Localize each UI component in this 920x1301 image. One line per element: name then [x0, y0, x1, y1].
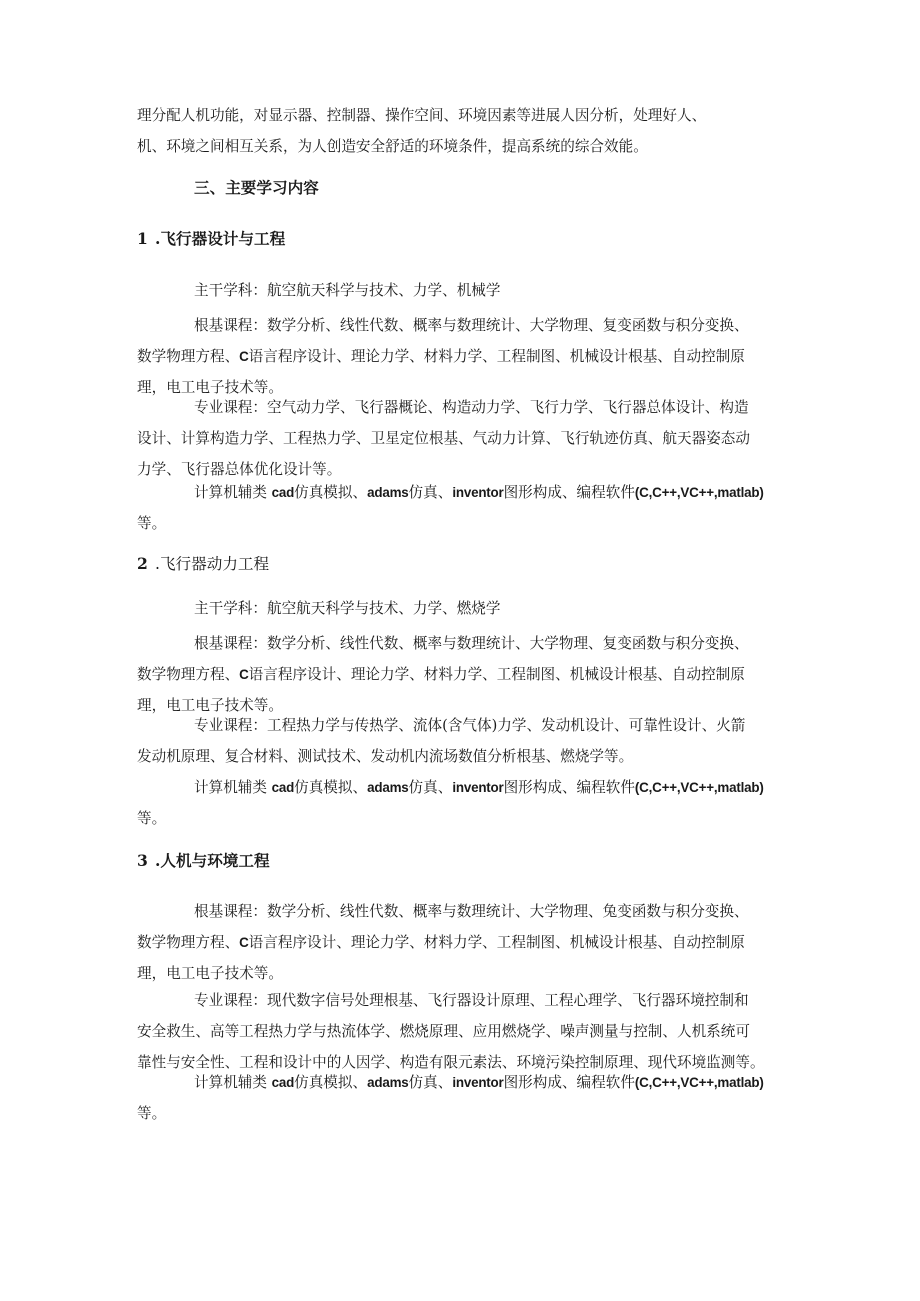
major-heading [137, 227, 785, 249]
main-subject: 主干学科：航空航天科学与技术、力学、燃烧学 [194, 600, 501, 617]
text-segment: 仿真、 [408, 779, 453, 796]
computer-courses-line: 等。 [137, 1105, 167, 1122]
software-name: adams [367, 1075, 409, 1090]
software-name: inventor [452, 1075, 504, 1090]
main-subject-paragraph [137, 275, 785, 306]
major-heading [137, 849, 785, 871]
computer-courses-paragraph [137, 772, 785, 834]
professional-courses-line: 专业课程：工程热力学与传热学、流体(含气体)力学、发动机设计、可靠性设计、火箭 [194, 717, 746, 734]
text-segment: 数学物理方程、 [137, 348, 240, 365]
software-list: (C,C++,VC++,matlab) [634, 485, 764, 500]
text-segment: 仿真、 [408, 1074, 453, 1091]
software-list: (C,C++,VC++,matlab) [634, 780, 764, 795]
computer-courses-line: 等。 [137, 810, 167, 827]
main-subject: 主干学科：航空航天科学与技术、力学、机械学 [194, 282, 501, 299]
basic-courses-paragraph [137, 896, 785, 989]
professional-courses-paragraph [137, 985, 785, 1078]
basic-courses-line [137, 659, 785, 690]
basic-courses-line [137, 341, 785, 372]
intro-paragraph [137, 100, 785, 162]
text-segment: 数学物理方程、 [137, 934, 240, 951]
major-number: 1 [137, 229, 148, 248]
major-title: .人机与环境工程 [155, 851, 270, 870]
professional-courses-paragraph [137, 710, 785, 772]
text-segment: 图形构成、编程软件 [503, 1074, 635, 1091]
intro-line: 机、环境之间相互关系，为人创造安全舒适的环境条件，提高系统的综合效能。 [137, 138, 648, 155]
basic-courses-line: 理，电工电子技术等。 [137, 697, 283, 714]
software-name: cad [271, 1075, 295, 1090]
text-segment: 语言程序设计、理论力学、材料力学、工程制图、机械设计根基、自动控制原 [248, 666, 745, 683]
software-name: inventor [452, 485, 504, 500]
professional-courses-line: 靠性与安全性、工程和设计中的人因学、构造有限元素法、环境污染控制原理、现代环境监测等。 [137, 1054, 765, 1071]
professional-courses-line: 力学、飞行器总体优化设计等。 [137, 461, 342, 478]
software-list: (C,C++,VC++,matlab) [634, 1075, 764, 1090]
computer-courses-line [137, 1067, 785, 1098]
computer-courses-line: 等。 [137, 515, 167, 532]
text-segment: 计算机辅类 [194, 484, 267, 501]
major-title: .飞行器动力工程 [155, 555, 270, 573]
computer-courses-line [137, 772, 785, 803]
professional-courses-line: 专业课程：空气动力学、飞行器概论、构造动力学、飞行力学、飞行器总体设计、构造 [194, 399, 749, 416]
professional-courses-paragraph [137, 392, 785, 485]
major-number: 2 [137, 554, 148, 573]
main-subject-paragraph [137, 593, 785, 624]
basic-courses-paragraph [137, 310, 785, 403]
c-language-label: C [239, 935, 249, 950]
text-segment: 语言程序设计、理论力学、材料力学、工程制图、机械设计根基、自动控制原 [248, 348, 745, 365]
major-number: 3 [137, 851, 148, 870]
text-segment: 语言程序设计、理论力学、材料力学、工程制图、机械设计根基、自动控制原 [248, 934, 745, 951]
text-segment: 仿真模拟、 [294, 484, 368, 501]
basic-courses-line: 根基课程：数学分析、线性代数、概率与数理统计、大学物理、复变函数与积分变换、 [194, 317, 749, 334]
computer-courses-paragraph [137, 1067, 785, 1129]
text-segment: 仿真模拟、 [294, 779, 368, 796]
text-segment: 仿真模拟、 [294, 1074, 368, 1091]
text-segment: 数学物理方程、 [137, 666, 240, 683]
basic-courses-line: 理，电工电子技术等。 [137, 965, 283, 982]
basic-courses-line: 根基课程：数学分析、线性代数、概率与数理统计、大学物理、兔变函数与积分变换、 [194, 903, 749, 920]
software-name: inventor [452, 780, 504, 795]
c-language-label: C [239, 349, 249, 364]
computer-courses-line [137, 477, 785, 508]
basic-courses-line: 理，电工电子技术等。 [137, 379, 283, 396]
major-heading [137, 552, 785, 574]
text-segment: 图形构成、编程软件 [503, 484, 635, 501]
software-name: cad [271, 485, 295, 500]
software-name: cad [271, 780, 295, 795]
software-name: adams [367, 485, 409, 500]
intro-line: 理分配人机功能，对显示器、控制器、操作空间、环境因素等进展人因分析，处理好人、 [137, 107, 707, 124]
text-segment: 计算机辅类 [194, 1074, 267, 1091]
text-segment: 仿真、 [408, 484, 453, 501]
text-segment: 图形构成、编程软件 [503, 779, 635, 796]
professional-courses-line: 专业课程：现代数字信号处理根基、飞行器设计原理、工程心理学、飞行器环境控制和 [194, 992, 749, 1009]
professional-courses-line: 安全救生、高等工程热力学与热流体学、燃烧原理、应用燃烧学、噪声测量与控制、人机系统可 [137, 1023, 750, 1040]
software-name: adams [367, 780, 409, 795]
basic-courses-paragraph [137, 628, 785, 721]
c-language-label: C [239, 667, 249, 682]
section-title: 三、主要学习内容 [194, 178, 319, 197]
computer-courses-paragraph [137, 477, 785, 539]
basic-courses-line: 根基课程：数学分析、线性代数、概率与数理统计、大学物理、复变函数与积分变换、 [194, 635, 749, 652]
professional-courses-line: 发动机原理、复合材料、测试技术、发动机内流场数值分析根基、燃烧学等。 [137, 748, 634, 765]
professional-courses-line: 设计、计算构造力学、工程热力学、卫星定位根基、气动力计算、飞行轨迹仿真、航天器姿态动 [137, 430, 750, 447]
text-segment: 计算机辅类 [194, 779, 267, 796]
basic-courses-line [137, 927, 785, 958]
major-title: .飞行器设计与工程 [155, 229, 286, 248]
